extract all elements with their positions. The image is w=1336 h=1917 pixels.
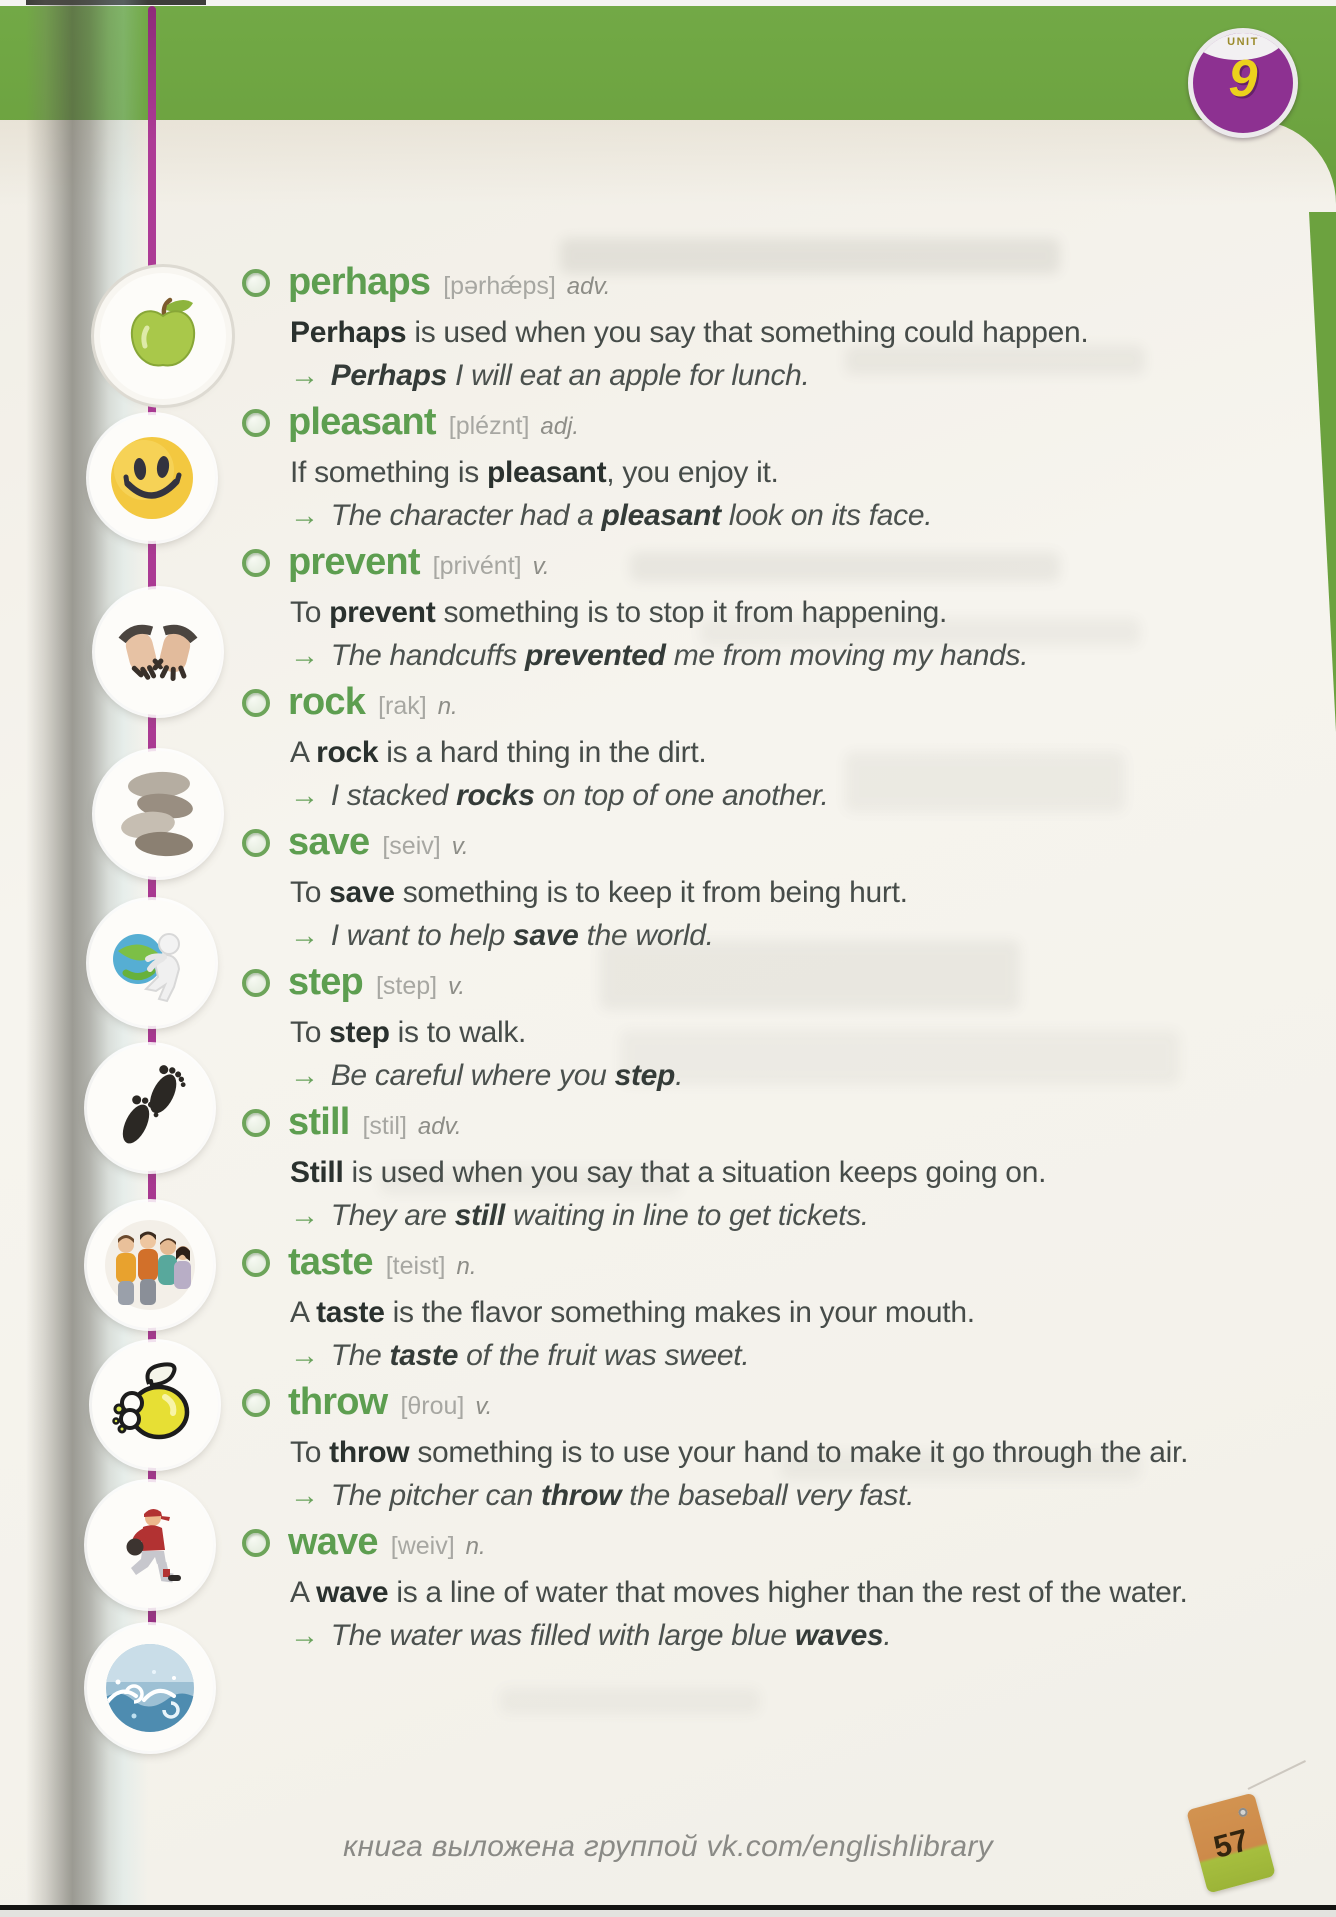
ring-bullet-icon: [242, 1389, 270, 1417]
ring-bullet-icon: [242, 969, 270, 997]
entry-prevent: [242, 542, 1317, 682]
footprints-icon: [104, 1062, 196, 1154]
pronunciation: [pléznt]: [448, 412, 530, 440]
entry-pleasant: [242, 402, 1317, 542]
ring-bullet-icon: [242, 269, 270, 297]
unit-badge: [1188, 28, 1298, 138]
baseball-pitcher-icon: [104, 1499, 196, 1591]
pronunciation: [pərhǽps]: [443, 272, 556, 300]
arrow-icon: →: [290, 1619, 319, 1652]
bitten-lemon-icon: [109, 1359, 201, 1451]
definition: A rock is a hard thing in the dirt.: [290, 735, 707, 769]
arrow-icon: →: [290, 1199, 319, 1232]
entry-rock: [242, 682, 1317, 822]
definition: To throw something is to use your hand to make it go through the air.: [290, 1435, 1189, 1469]
part-of-speech: v.: [532, 553, 550, 580]
medallion-wave: [87, 1625, 213, 1751]
headword: throw: [288, 1381, 388, 1423]
entry-taste: [242, 1242, 1317, 1382]
headword: prevent: [288, 541, 420, 583]
arrow-icon: →: [290, 919, 319, 952]
entry-perhaps: [242, 262, 1317, 402]
entry-save: [242, 822, 1317, 962]
definition: A wave is a line of water that moves higher than the rest of the water.: [290, 1575, 1188, 1609]
tag-hole-icon: [1237, 1807, 1248, 1818]
example-sentence: → The pitcher can throw the baseball very fast.: [290, 1478, 915, 1512]
arrow-icon: →: [290, 779, 319, 812]
pronunciation: [privént]: [432, 552, 522, 580]
headword: pleasant: [288, 401, 436, 443]
ring-bullet-icon: [242, 549, 270, 577]
pronunciation: [rak]: [378, 692, 427, 720]
definition: To save something is to keep it from being hurt.: [290, 875, 908, 909]
definition: Perhaps is used when you say that something could happen.: [290, 315, 1089, 349]
ring-bullet-icon: [242, 1529, 270, 1557]
arrow-icon: →: [290, 639, 319, 672]
part-of-speech: n.: [456, 1253, 477, 1280]
ocean-wave-icon: [104, 1642, 196, 1734]
example-sentence: → I want to help save the world.: [290, 918, 714, 952]
unit-label: UNIT: [1227, 36, 1259, 48]
smiley-face-icon: [106, 432, 198, 524]
medallion-handcuffs: [95, 589, 221, 715]
entry-wave: [242, 1522, 1317, 1662]
page-number: 57: [1209, 1822, 1253, 1865]
definition: A taste is the flavor something makes in your mouth.: [290, 1295, 975, 1329]
ring-bullet-icon: [242, 1249, 270, 1277]
definition: To prevent something is to stop it from happening.: [290, 595, 948, 629]
footer-credit: книга выложена группой vk.com/englishlibrary: [343, 1830, 993, 1863]
medallion-save: [89, 900, 215, 1026]
example-sentence: → Perhaps I will eat an apple for lunch.: [290, 358, 810, 392]
headword: taste: [288, 1241, 373, 1283]
medallion-pitcher: [87, 1482, 213, 1608]
part-of-speech: n.: [437, 693, 458, 720]
arrow-icon: →: [290, 1339, 319, 1372]
headword: save: [288, 821, 370, 863]
example-sentence: → The water was filled with large blue waves.: [290, 1618, 892, 1652]
medallion-smiley: [89, 415, 215, 541]
part-of-speech: v.: [451, 833, 469, 860]
group-of-people-icon: [104, 1219, 196, 1311]
part-of-speech: n.: [465, 1533, 486, 1560]
vocabulary-list: [242, 262, 1317, 1662]
example-sentence: → The handcuffs prevented me from moving my hands.: [290, 638, 1029, 672]
pronunciation: [stil]: [362, 1112, 407, 1140]
headword: wave: [288, 1521, 378, 1563]
arrow-icon: →: [290, 1059, 319, 1092]
figure-holding-globe-icon: [106, 917, 198, 1009]
example-sentence: → Be careful where you step.: [290, 1058, 684, 1092]
pronunciation: [step]: [375, 972, 438, 1000]
medallion-rocks: [95, 751, 221, 877]
entry-throw: [242, 1382, 1317, 1522]
arrow-icon: →: [290, 1479, 319, 1512]
part-of-speech: v.: [475, 1393, 493, 1420]
headword: rock: [288, 681, 366, 723]
medallion-lemon: [92, 1342, 218, 1468]
scan-bottom-strip: [0, 1910, 1336, 1917]
green-apple-icon: [117, 290, 209, 382]
headword: still: [288, 1101, 350, 1143]
pronunciation: [teist]: [385, 1252, 446, 1280]
headword: step: [288, 961, 363, 1003]
part-of-speech: adv.: [417, 1113, 462, 1140]
arrow-icon: →: [290, 359, 319, 392]
stacked-rocks-icon: [112, 768, 204, 860]
definition: To step is to walk.: [290, 1015, 527, 1049]
example-sentence: → The character had a pleasant look on its face.: [290, 498, 933, 532]
definition: If something is pleasant, you enjoy it.: [290, 455, 779, 489]
handcuffed-hands-icon: [112, 606, 204, 698]
pronunciation: [θrou]: [400, 1392, 465, 1420]
ring-bullet-icon: [242, 829, 270, 857]
example-sentence: → I stacked rocks on top of one another.: [290, 778, 829, 812]
scan-artifact-line: [26, 0, 206, 5]
part-of-speech: v.: [448, 973, 465, 1000]
entry-still: [242, 1102, 1317, 1242]
ring-bullet-icon: [242, 689, 270, 717]
unit-number: 9: [1228, 50, 1258, 108]
part-of-speech: adj.: [540, 413, 580, 440]
medallion-people: [87, 1202, 213, 1328]
medallion-apple: [100, 273, 226, 399]
example-sentence: → The taste of the fruit was sweet.: [290, 1338, 750, 1372]
definition: Still is used when you say that a situation keeps going on.: [290, 1155, 1047, 1189]
medallion-footprints: [87, 1045, 213, 1171]
headword: perhaps: [288, 261, 431, 303]
ring-bullet-icon: [242, 409, 270, 437]
ring-bullet-icon: [242, 1109, 270, 1137]
example-sentence: → They are still waiting in line to get tickets.: [290, 1198, 869, 1232]
arrow-icon: →: [290, 499, 319, 532]
pronunciation: [seiv]: [382, 832, 441, 860]
entry-step: [242, 962, 1317, 1102]
part-of-speech: adv.: [566, 273, 611, 300]
pronunciation: [weiv]: [390, 1532, 455, 1560]
